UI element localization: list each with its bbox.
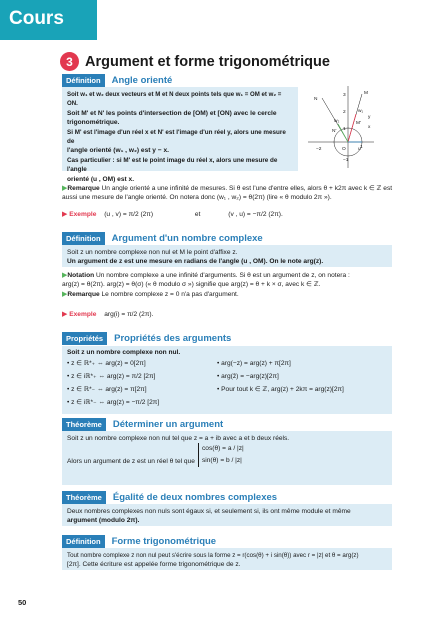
example2 xyxy=(62,310,153,319)
props-left-col xyxy=(67,359,159,411)
example1-label: Exemple xyxy=(69,211,97,218)
label-y: y xyxy=(368,115,371,120)
thm1-cos: cos(θ) = a / |z| xyxy=(202,445,244,452)
def2-title: Argument d'un nombre complexe xyxy=(111,233,263,244)
thm2-badge: Théorème xyxy=(62,491,106,504)
def3-badge: Définition xyxy=(62,535,105,548)
remark2-line: Le nombre complexe z = 0 n'a pas d'argument. xyxy=(99,290,239,298)
props-header xyxy=(62,332,231,345)
props-right-col xyxy=(217,359,344,398)
def2-badge: Définition xyxy=(62,232,105,245)
prop-item: • z ∈ ℝ*₊ ⇔ arg(z) = 0[2π] xyxy=(67,360,146,367)
section-heading xyxy=(60,52,330,71)
def1-line: Soit M' et N' les points d'intersection de [OM) et [ON) avec le cercle xyxy=(67,109,277,117)
example2-label: Exemple xyxy=(69,311,97,318)
example1-formula-b: (v , u) = −π/2 (2π). xyxy=(228,211,283,218)
label-n: N xyxy=(314,97,318,102)
triangle-icon: ▶ xyxy=(62,311,68,318)
tick-3: 3 xyxy=(343,93,346,98)
thm1-box xyxy=(62,431,392,485)
triangle-icon: ▶ xyxy=(62,272,68,279)
tick-1: 1 xyxy=(343,127,346,132)
tick-neg2: −2 xyxy=(316,147,322,152)
label-x: x xyxy=(368,125,371,130)
thm2-box xyxy=(62,504,392,526)
def2-box xyxy=(62,245,392,267)
label-n-prime: N' xyxy=(332,129,337,134)
label-u: u xyxy=(358,147,361,152)
label-m-prime: M' xyxy=(356,121,361,126)
triangle-icon: ▶ xyxy=(62,290,68,298)
prop-item: • arg(z̄) = −arg(z)[2π] xyxy=(217,373,279,380)
thm1-line: Soit z un nombre complexe non nul tel que z = a + ib avec a et b deux réels. xyxy=(67,435,290,442)
tick-2: 2 xyxy=(343,110,346,115)
props-box xyxy=(62,346,392,414)
thm1-line: Alors un argument de z est un réel θ tel que xyxy=(67,458,195,466)
unit-circle-figure xyxy=(304,84,376,170)
def1-title: Angle orienté xyxy=(111,75,173,86)
example1 xyxy=(62,210,392,219)
def1-badge: Définition xyxy=(62,74,105,87)
section-number: 3 xyxy=(60,52,79,71)
remark1-line: Un angle orienté a une infinité de mesures. Si θ est l'une d'entre elles, alors θ + k2π avec k ∈ ℤ est xyxy=(99,185,393,192)
notation xyxy=(62,271,402,299)
def3-line: [2π]. Cette écriture est appelée forme trigonométrique de z. xyxy=(67,561,241,569)
cours-label: Cours xyxy=(9,8,64,29)
props-head: Soit z un nombre complexe non nul. xyxy=(67,349,181,356)
prop-item: • Pour tout k ∈ ℤ, arg(z) + 2kπ = arg(z)[2π] xyxy=(217,386,344,393)
def3-line: Tout nombre complexe z non nul peut s'écrire sous la forme z = r(cos(θ) + i sin(θ)) avec r = |z| et θ = arg(z) xyxy=(67,552,359,559)
label-o: O xyxy=(342,147,346,152)
thm2-title: Égalité de deux nombres complexes xyxy=(112,492,278,503)
tick-neg1: −1 xyxy=(343,158,349,163)
def3-header xyxy=(62,535,216,548)
thm1-header xyxy=(62,418,223,431)
prop-item: • z ∈ iℝ*₊ ⇔ arg(z) = π/2 [2π] xyxy=(67,373,156,380)
def2-line: Un argument de z est une mesure en radians de l'angle (u , OM). On le note arg(z). xyxy=(67,258,324,266)
prop-item: • arg(−z) = arg(z) + π[2π] xyxy=(217,360,291,367)
triangle-icon: ▶ xyxy=(62,211,68,218)
def3-box xyxy=(62,548,392,570)
def2-header xyxy=(62,232,263,245)
page-number: 50 xyxy=(18,598,27,607)
def1-line: Si M' est l'image d'un réel x et N' est l'image d'un réel y, alors une mesure de xyxy=(67,128,286,146)
tick-x1: 1 xyxy=(360,145,363,150)
thm1-system xyxy=(198,443,244,467)
label-w2: w₂ xyxy=(334,119,340,124)
props-title: Propriétés des arguments xyxy=(114,333,232,344)
thm2-line: argument (modulo 2π). xyxy=(67,517,140,525)
prop-item: • z ∈ iℝ*₋ ⇔ arg(z) = −π/2 [2π] xyxy=(67,399,160,406)
thm1-badge: Théorème xyxy=(62,418,106,431)
props-badge: Propriétés xyxy=(62,332,107,345)
remark2-tag: Remarque xyxy=(67,290,100,298)
thm1-sin: sin(θ) = b / |z| xyxy=(202,457,242,464)
def1-box xyxy=(62,87,298,183)
notation-line: Un nombre complexe a une infinité d'arguments. Si θ est un argument de z, on notera : xyxy=(94,272,350,279)
notation-tag: Notation xyxy=(67,272,95,279)
def1-line: l'angle orienté (w₁ , w₂) est y − x. xyxy=(67,147,169,155)
section-title: Argument et forme trigonométrique xyxy=(85,53,330,70)
def1-line: Cas particulier : si M' est le point image du réel x, alors une mesure de l'angle xyxy=(67,156,278,174)
remark1 xyxy=(62,184,402,203)
remark1-tag: Remarque xyxy=(67,185,100,192)
def1-line: trigonométrique. xyxy=(67,119,120,127)
def3-title: Forme trigonométrique xyxy=(111,536,217,547)
example1-and: et xyxy=(194,211,201,218)
thm2-header xyxy=(62,491,277,504)
prop-item: • z ∈ ℝ*₋ ⇔ arg(z) = π[2π] xyxy=(67,386,147,393)
def2-line: Soit z un nombre complexe non nul et M le point d'affixe z. xyxy=(67,249,238,256)
thm1-title: Déterminer un argument xyxy=(112,419,224,430)
label-m: M xyxy=(364,91,368,96)
example1-formula-a: (u , v) = π/2 (2π) xyxy=(104,211,154,218)
cours-tab xyxy=(0,0,97,40)
remark1-line: aussi une mesure de l'angle orienté. On notera donc (w₁ , w₂) = θ(2π) (lire « θ modulo 2π »). xyxy=(62,194,332,202)
thm2-line: Deux nombres complexes non nuls sont égaux si, et seulement si, ils ont même module et même xyxy=(67,508,351,515)
def1-header xyxy=(62,74,172,87)
def1-line: orienté (u , OM) est x. xyxy=(67,175,135,183)
def1-line: Soit w₁ et w₂ deux vecteurs et M et N deux points tels que w₁ = OM et w₂ = ON. xyxy=(67,91,282,108)
triangle-icon: ▶ xyxy=(62,185,68,192)
notation-line: arg(z) = θ(2π). arg(z) = θ(σ) (« θ modulo σ ») signifie que arg(z) = θ + k × σ, avec k ∈ ℤ. xyxy=(62,281,321,289)
example2-formula: arg(i) = π/2 (2π). xyxy=(104,311,154,318)
label-w1: w₁ xyxy=(358,109,364,114)
